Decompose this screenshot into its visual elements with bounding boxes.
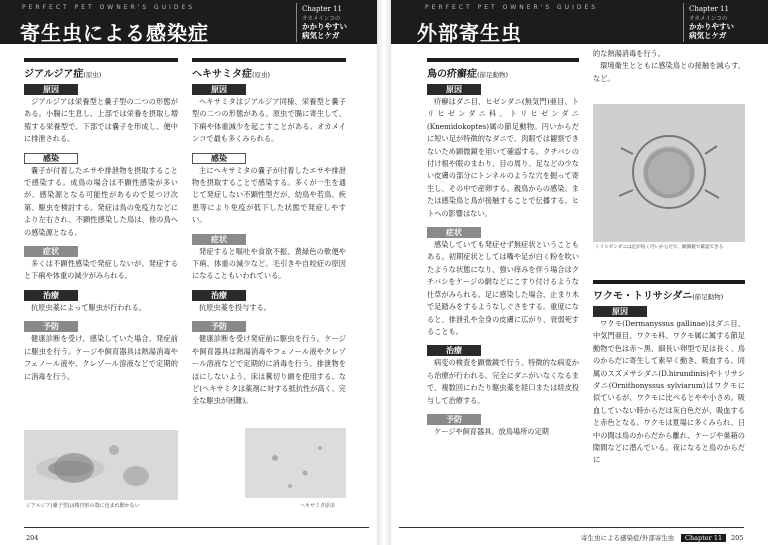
chapter-number: Chapter 11 — [689, 5, 729, 13]
giardia-symptom: 多くは不顕性感染で発症しないが、発症すると下痢や体重の減少がみられる。 — [24, 259, 178, 281]
chapter-name-1: かかりやすい — [302, 22, 347, 31]
chapter-sub: オカメインコの — [689, 16, 728, 22]
scabies-prevention-cont2: 環境衛生とともに感染鳥との接触を減らす、など。 — [593, 61, 745, 83]
hexamita-column — [192, 58, 346, 408]
giardia-treatment: 抗原虫薬によって駆虫が行われる。 — [31, 302, 147, 312]
giardia-photo — [24, 430, 178, 500]
hexamita-infection: 主にヘキサミタの嚢子が付着したエサや排泄物を摂取することで感染する。多くが一生を通じて発症しない不顕性型だが、幼鳥や若鳥、疾患等により免疫が低下した状態で発症しやすい。 — [192, 165, 346, 225]
book-gutter — [377, 0, 391, 545]
tag-cause: 原因 — [427, 84, 481, 95]
page-number-left: 204 — [26, 534, 39, 542]
giardia-heading: ジアルジア症(原虫) — [24, 58, 178, 77]
right-chapter-title: 外部寄生虫 — [417, 21, 522, 45]
giardia-cause: ジアルジアは栄養型と嚢子型の二つの形態がある。小腸に生息し、上部では栄養を摂取し増殖する栄養型で、下部では嚢子を形成し、便中に排泄される。 — [24, 97, 178, 144]
mite-photo-caption: トリヒゼンダニは足が短く円いからだで、顕微鏡で確認できる — [595, 245, 724, 250]
tag-symptom: 症状 — [24, 246, 78, 257]
micrograph-image — [24, 430, 178, 500]
wakumo-section — [593, 280, 745, 467]
tag-infection: 感染 — [24, 153, 78, 164]
scabies-heading: 鳥の疥癬症(節足動物) — [427, 58, 579, 77]
scabies-prevention-cont: 的な熱湯消毒を行う。 — [593, 49, 665, 58]
chapter-name-2: 病気とケガ — [689, 31, 727, 40]
footer-section-title: 寄生虫による感染症/外部寄生虫 — [581, 534, 675, 542]
hexamita-photo — [245, 428, 346, 498]
right-chapter-box — [683, 3, 761, 42]
tag-treatment: 治療 — [427, 345, 481, 356]
hexamita-prevention: 健康診断を受け発症前に駆虫を行う。ケージや飼育器具は熱湯消毒やフェノール液やクレゾール溶液などで定期的に消毒を行う。排泄物をはにしないよう、床は糞切り網を使用する、など(ヘキサミタは薬剤に対する抵抗性が高く、完全な駆虫が困難)。 — [192, 334, 346, 406]
footer-chapter: Chapter 11 — [681, 534, 726, 542]
running-head-right: PERFECT PET OWNER'S GUIDES — [425, 4, 599, 11]
left-chapter-title: 寄生虫による感染症 — [20, 21, 209, 45]
hexamita-heading: ヘキサミタ症(原虫) — [192, 58, 346, 77]
mites-column — [593, 48, 745, 85]
tag-symptom: 症状 — [192, 234, 246, 245]
scabies-column — [427, 58, 579, 438]
hexamita-cause: ヘキサミタはジアルジア同様、栄養型と嚢子型の二つの形態がある。原虫で腸に寄生して、下痢や体重減少を起こすことがある。オカメインコで最も多くみられる。 — [192, 97, 346, 144]
giardia-photo-caption: ジアルジア(嚢子型)は楕円形の殻に包まれ動かない — [26, 503, 140, 509]
hexamita-symptom: 発症すると嘔吐や食欲不振、黄緑色の軟便や下痢、体重の減少など。毛引きや自咬症の原因になることもいわれている。 — [192, 246, 346, 281]
tag-prevention: 予防 — [192, 321, 246, 332]
scabies-treatment: 病変の検査を顕微鏡で行う。特徴的な病変から治療が行われる。完全にダニがいなくなるまで、複数回にわたり駆虫薬を経口または経皮投与して治療する。 — [427, 358, 579, 405]
giardia-prevention: 健康診断を受け、感染していた場合、発症前に駆虫を行う。ケージや飼育器具は熱湯消毒やフェノール液や、クレゾール溶液などで定期的に消毒を行う。 — [24, 334, 178, 381]
left-chapter-box — [296, 3, 374, 42]
tag-prevention: 予防 — [427, 414, 481, 425]
chapter-number: Chapter 11 — [302, 5, 342, 13]
right-page — [391, 0, 768, 545]
chapter-name-2: 病気とケガ — [302, 31, 340, 40]
tag-cause: 原因 — [192, 84, 246, 95]
wakumo-heading: ワクモ・トリサシダニ(節足動物) — [593, 280, 745, 299]
tag-infection: 感染 — [192, 153, 246, 164]
micrograph-image — [593, 104, 745, 242]
mite-photo — [593, 104, 745, 242]
hexamita-photo-caption: ヘキサミタ原虫 — [300, 503, 336, 509]
left-footer-rule — [24, 527, 369, 545]
tag-symptom: 症状 — [427, 227, 481, 238]
wakumo-cause: ワクモ(Dermanyssus gallinae)はダニ目、中気門亜目、ワクモ科、ワクモ属に属する節足動物で色は赤～黒、細長い卵型で足は長く、鳥のからだに寄生して素早く動き、吸血する。同属のスズメサシダニ(D.hirundinis)やトリサシダニ(Ornithonyssus sylviarum)はワクモに似ているが、ワクモに比べるとやや小さめ。吸血していない時からだは灰白色だが、吸血すると赤色となる。ワクモは夏場に多くみられ、日中の間は鳥のからだから離れ、ケージや巣箱の隙間などに潜んでいる。夜になると鳥のからだに — [593, 319, 745, 465]
scabies-cause: 疥癬はダニ目、ヒゼンダニ(無気門)亜目、トリヒゼンダニ科、トリヒゼンダニ(Knemidokoptes)属の節足動物。円いからだに短い足が特徴的なダニで、肉眼では観察できないため顕微鏡を用いて確認する。クチバシの付け根や眼のまわり、目の周り、足などの少ない皮膚の部分にトンネルのような穴を掘って寄生し、その中で産卵する。親鳥からの感染、または感染鳥と鳥が接触することで伝播する。ヒトへの影響はない。 — [427, 97, 579, 218]
running-head-left: PERFECT PET OWNER'S GUIDES — [22, 4, 196, 11]
page-number-right: 205 — [731, 534, 744, 542]
tag-cause: 原因 — [593, 306, 647, 317]
tag-prevention: 予防 — [24, 321, 78, 332]
chapter-sub: オカメインコの — [302, 16, 341, 22]
scabies-prevention: ケージや飼育器具、放鳥場所の定期 — [434, 426, 549, 436]
left-page — [0, 0, 377, 545]
giardia-column — [24, 58, 178, 383]
giardia-infection: 嚢子が付着したエサや排泄物を摂取することで感染する。成鳥の場合は不顕性感染が多いが、感染源となる可能性があるので見つけ次第、駆虫を検討する。発症は鳥の免疫力などにより左右され、不顕性感染した鳥は、他の鳥への感染源となる。 — [24, 165, 178, 237]
chapter-name-1: かかりやすい — [689, 22, 734, 31]
tag-treatment: 治療 — [24, 290, 78, 301]
hexamita-treatment: 抗原虫薬を投与する。 — [199, 302, 271, 312]
tag-treatment: 治療 — [192, 290, 246, 301]
scabies-symptom: 感染していても発症せず無症状ということもある。初期症状としては嘴や足が白く粉を吹いたような状態になり、強い痒みを伴う場合はクチバシをケージの網などにこすり付けるような仕草がみられる。足に感染した場合、止まり木で足踏みをするようなしぐさをする。重度になると、排泄孔や全身の皮膚に広がり、衰弱死することも。 — [427, 240, 579, 336]
tag-cause: 原因 — [24, 84, 78, 95]
micrograph-image — [245, 428, 346, 498]
